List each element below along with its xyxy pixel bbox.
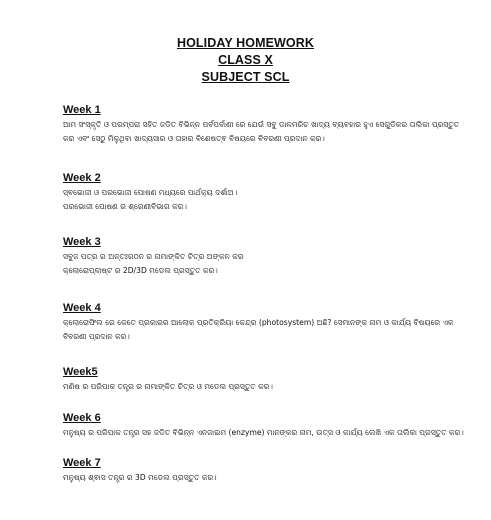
task-line: ବିବରଣୀ ପ୍ରଦାନ କର। — [63, 331, 130, 341]
week-1-section — [63, 104, 483, 145]
week-title: Week 1 — [63, 104, 101, 116]
subject-heading: SUBJECT SCL — [201, 70, 290, 84]
task-line: ମଣିଷ ର ପରିପାକ ତନ୍ତ୍ର ର ନାମାଙ୍କିତ ଚିତ୍ର ଓ ମଡେଲ ପ୍ରସ୍ତୁତ କର। — [63, 382, 273, 391]
week-title: Week 4 — [63, 302, 101, 314]
week-title: Week 2 — [63, 172, 101, 184]
week-3-section — [63, 236, 483, 277]
week-title: Week5 — [63, 366, 98, 378]
week-7-section — [63, 457, 483, 485]
task-line: ଆମ ସଂସ୍କୃତି ଓ ପରମ୍ପରା ସହିତ ଜଡିତ ବିଭିନ୍ନ ପର୍ବପର୍ବାଣୀ ରେ ଯେଉଁ ସବୁ ଡାଳମରିଚ ଖାଦ୍ୟ ବ୍ୟବହାର ହୁଏ ସେଗୁଡିକର ତାଲିକା ପ୍ରସ୍ତୁତ — [63, 120, 460, 129]
task-line: ପରଭୋଜୀ ପୋଷଣ ର ଶ୍ରେଣୀବିଭାଗ କର। — [63, 201, 187, 211]
task-line: କର ଏବଂ ସେଠୁ ମିଳୁଥିବା ଖାଦ୍ୟସାର ଓ ତାହାର ବିଶେଷତ୍ଵ ବିଷୟରେ ବିବରଣୀ ପ୍ରଦାନ କର। — [63, 133, 325, 143]
class-heading: CLASS X — [218, 53, 273, 67]
task-line: ସବୁଜ ପତ୍ର ର ଅନ୍ତଃଗଠନ ର ନାମାଙ୍କିତ ଚିତ୍ର ଅଙ୍କନ କର — [63, 252, 244, 261]
week-title: Week 7 — [63, 457, 101, 469]
task-line: ମନୁଷ୍ୟ ଶ୍ଵାସ ତନ୍ତ୍ର ର 3D ମଡେଲ ପ୍ରସ୍ତୁତ କର। — [63, 473, 217, 482]
week-title: Week 3 — [63, 236, 101, 248]
week-6-section — [63, 412, 483, 440]
document-title: HOLIDAY HOMEWORK — [176, 36, 315, 50]
task-line: କ୍ଲୋରୋଫିଲ ରେ କେତେ ପ୍ରକାରର ଆଲୋକ ପ୍ରତିକ୍ରିୟା କେନ୍ଦ୍ର (photosystem) ଅଛି? ସେମାନଙ୍କ ନାମ ଓ କାର୍ଯ୍ୟ ବିଷୟରେ ଏକ — [63, 318, 454, 327]
week-5-section — [63, 366, 483, 394]
week-4-section — [63, 302, 483, 343]
task-line: କ୍ଲୋରୋପ୍ଲାଷ୍ଟ ର 2D/3D ମଡେଲ ପ୍ରସ୍ତୁତ କର। — [63, 265, 218, 275]
task-line: ମନୁଷ୍ୟ ର ପରିପାକ ତନ୍ତ୍ର ସହ ଜଡିତ ବିଭିନ୍ନ ଏନଜାଇମ (enzyme) ମାନଙ୍କର ନାମ, ଉତ୍ସ ଓ କାର୍ଯ୍ୟ ଲେଖି ଏକ ତାଲିକା ପ୍ରସ୍ତୁତ କର। — [63, 428, 464, 437]
week-2-section — [63, 172, 483, 213]
week-title: Week 6 — [63, 412, 101, 424]
task-line: ସ୍ଵଭୋଜୀ ଓ ପରଭୋଜୀ ପୋଷଣ ମଧ୍ୟରେ ପାର୍ଥକ୍ୟ ଦର୍ଶାଅ। — [63, 188, 238, 197]
